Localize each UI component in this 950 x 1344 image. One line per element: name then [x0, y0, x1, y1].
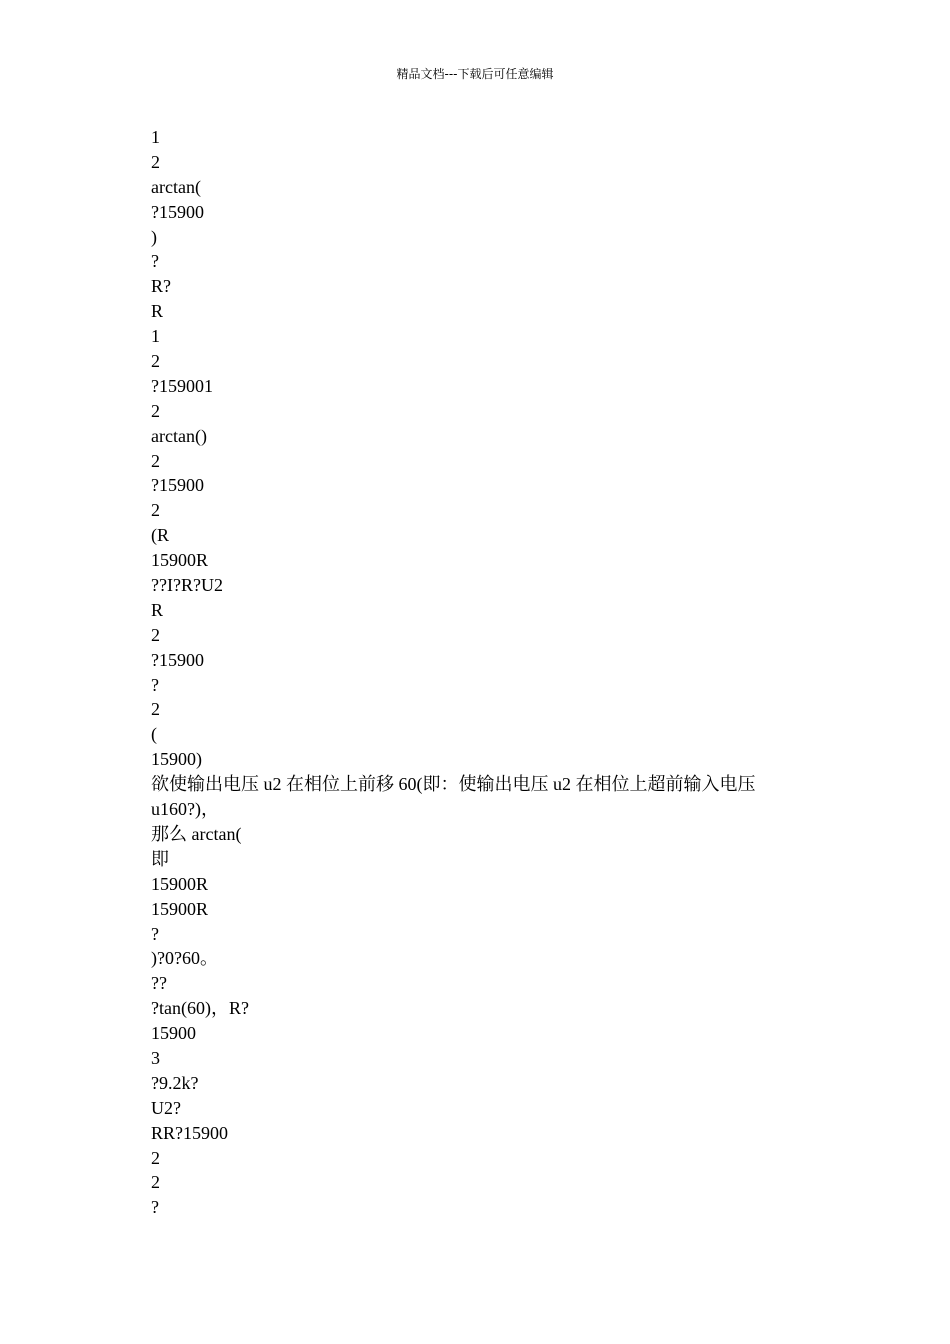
text-line: ??: [151, 973, 167, 994]
text-line: 15900: [151, 1023, 196, 1044]
text-line: ??I?R?U2: [151, 575, 223, 596]
text-line: ?tan(60)，R?: [151, 998, 249, 1019]
text-line: ?15900: [151, 201, 204, 222]
text-line: 2: [151, 500, 160, 521]
text-line: ?: [151, 251, 159, 272]
document-body: [151, 125, 811, 1220]
text-line: ?9.2k?: [151, 1072, 199, 1093]
text-line: ?: [151, 923, 159, 944]
text-line: 1: [151, 326, 160, 347]
text-line: 那么 arctan(: [151, 823, 242, 844]
text-line: ?15900: [151, 649, 204, 670]
text-line: ?: [151, 674, 159, 695]
text-line: arctan(): [151, 425, 207, 446]
text-line: R: [151, 301, 164, 322]
text-line: ?159001: [151, 375, 213, 396]
text-line: RR?15900: [151, 1122, 229, 1143]
text-line: 2: [151, 1147, 160, 1168]
text-line: ?: [151, 1197, 159, 1218]
text-line: ?15900: [151, 475, 204, 496]
text-line: R?: [151, 276, 171, 297]
text-line: 15900R: [151, 550, 209, 571]
text-line: (R: [151, 525, 169, 546]
text-line: 15900R: [151, 898, 209, 919]
text-line: arctan(: [151, 176, 201, 197]
text-line: 2: [151, 1172, 160, 1193]
text-line: 2: [151, 351, 160, 372]
text-line: 2: [151, 151, 160, 172]
page-header: 精品文档---下载后可任意编辑: [396, 67, 554, 81]
text-line: 15900R: [151, 873, 209, 894]
text-line: u160?)，: [151, 799, 219, 820]
text-line: 欲使输出电压 u2 在相位上前移 60(即：使输出电压 u2 在相位上超前输入电压: [151, 774, 756, 795]
text-line: 1: [151, 127, 160, 147]
text-line: 2: [151, 450, 160, 471]
text-line: 即: [151, 848, 169, 869]
text-line: ): [151, 226, 157, 247]
text-line: 2: [151, 624, 160, 645]
text-line: R: [151, 599, 164, 620]
text-line: )?0?60。: [151, 948, 218, 969]
text-line: 15900): [151, 749, 202, 770]
text-line: (: [151, 724, 157, 745]
text-line: 3: [151, 1047, 160, 1068]
text-line: 2: [151, 400, 160, 421]
text-line: U2?: [151, 1097, 181, 1118]
text-line: 2: [151, 699, 160, 720]
